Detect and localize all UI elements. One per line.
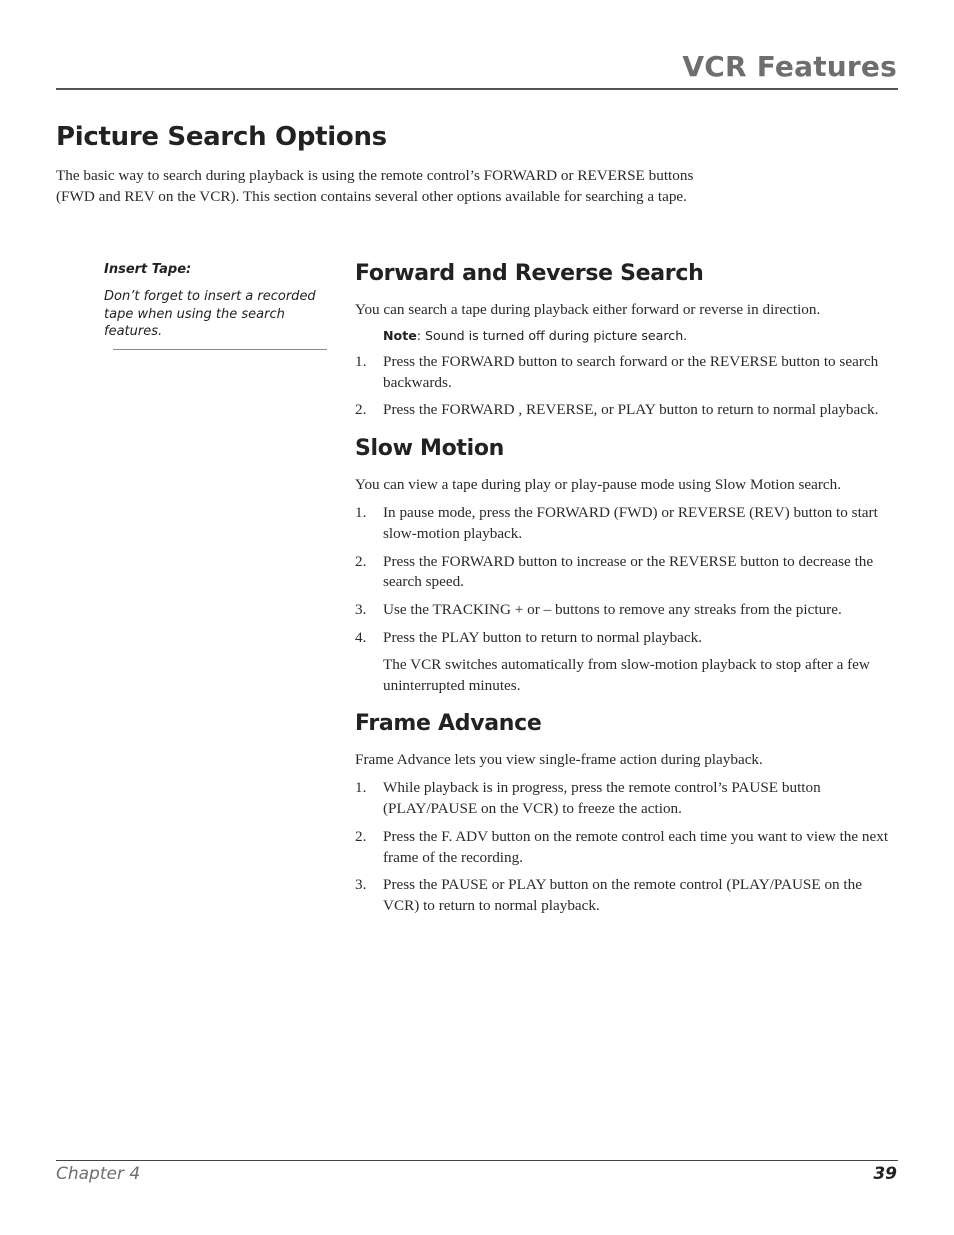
step-item: [355, 875, 900, 917]
step-number: 4.: [355, 628, 367, 646]
followup-paragraph: The VCR switches automatically from slow-motion playback to stop after a few uninterrupted minutes.: [383, 655, 870, 694]
step-number: 3.: [355, 876, 367, 894]
section-heading: Forward and Reverse Search: [355, 261, 704, 286]
section-forward-reverse: [355, 254, 900, 421]
section-frame-advance: [355, 704, 900, 917]
step-text: While playback is in progress, press the remote control’s PAUSE button (PLAY/PAUSE on the VCR) to freeze the action.: [383, 779, 821, 817]
step-number: 1.: [355, 352, 367, 370]
step-number: 2.: [355, 401, 367, 419]
main-content: [355, 254, 900, 917]
section-heading: Slow Motion: [355, 436, 505, 462]
note: [383, 327, 900, 345]
sidebar-tip: [104, 262, 327, 341]
section-intro: You can search a tape during playback either forward or reverse in direction.: [355, 301, 821, 318]
step-number: 1.: [355, 779, 367, 797]
header-rule: [56, 88, 898, 90]
section-intro: You can view a tape during play or play-pause mode using Slow Motion search.: [355, 476, 842, 494]
page-title: Picture Search Options: [56, 122, 387, 152]
step-text: Press the FORWARD button to increase or the REVERSE button to decrease the search speed.: [383, 552, 874, 591]
intro-paragraph: The basic way to search during playback is using the remote control’s FORWARD or REVERSE buttons (FWD and REV on the VCR). This section contains several other options available for searching a tape.: [56, 167, 694, 205]
step-list: [355, 503, 900, 649]
sidebar-heading: Insert Tape:: [104, 262, 192, 277]
step-number: 2.: [355, 827, 367, 845]
note-text: : Sound is turned off during picture search.: [416, 327, 688, 343]
step-number: 2.: [355, 552, 367, 570]
step-item: [355, 552, 900, 594]
step-list: [355, 352, 900, 421]
step-item: [355, 352, 900, 394]
step-text: Press the F. ADV button on the remote control each time you want to view the next frame of the recording.: [383, 827, 889, 866]
step-text: Press the PAUSE or PLAY button on the remote control (PLAY/PAUSE on the VCR) to return to normal playback.: [383, 876, 862, 915]
section-slow-motion: [355, 429, 900, 696]
step-item: [355, 778, 900, 820]
step-item: [355, 503, 900, 545]
step-item: [355, 628, 900, 649]
step-item: [355, 827, 900, 869]
step-list: [355, 778, 900, 917]
footer-page-number: 39: [873, 1164, 897, 1184]
step-text: Press the PLAY button to return to normal playback.: [383, 628, 703, 646]
step-item: [355, 400, 900, 421]
sidebar-text: Don’t forget to insert a recorded tape when using the search features.: [104, 289, 316, 339]
step-number: 3.: [355, 601, 367, 619]
step-text: Use the TRACKING + or – buttons to remove any streaks from the picture.: [383, 601, 842, 619]
section-intro: Frame Advance lets you view single-frame action during playback.: [355, 751, 763, 769]
section-heading: Frame Advance: [355, 711, 542, 737]
note-label: Note: [383, 327, 417, 343]
step-text: Press the FORWARD button to search forward or the REVERSE button to search backwards.: [383, 352, 879, 391]
sidebar-rule: [113, 349, 327, 350]
footer-rule: [56, 1160, 898, 1161]
step-number: 1.: [355, 503, 367, 521]
section-title: VCR Features: [682, 50, 897, 83]
step-text: Press the FORWARD , REVERSE, or PLAY button to return to normal playback.: [383, 401, 879, 419]
step-text: In pause mode, press the FORWARD (FWD) or REVERSE (REV) button to start slow-motion playback.: [383, 503, 878, 542]
step-item: [355, 600, 900, 621]
footer-chapter: Chapter 4: [56, 1164, 141, 1184]
